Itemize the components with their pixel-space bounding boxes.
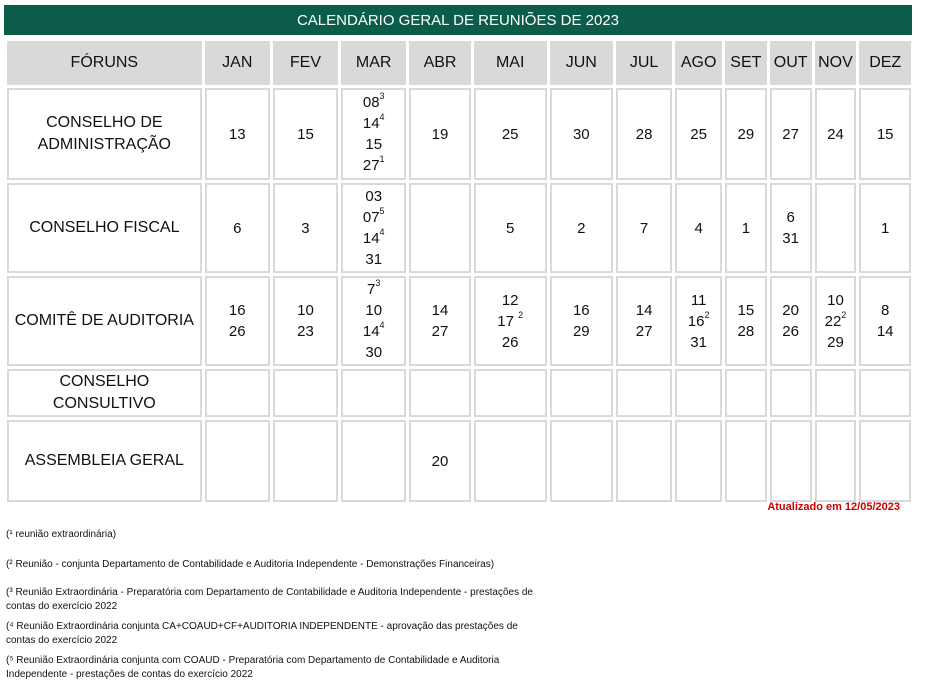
meeting-cell <box>815 88 857 180</box>
meeting-day <box>677 290 720 311</box>
meeting-day <box>343 279 404 300</box>
meeting-day <box>343 92 404 113</box>
month-header: MAI <box>474 41 547 85</box>
meeting-cell <box>815 369 857 417</box>
day-number: 14 <box>431 302 449 319</box>
meeting-cell <box>616 88 672 180</box>
day-number: 27 <box>635 323 653 340</box>
day-number: 10 <box>297 302 314 319</box>
day-number: 15 <box>737 302 755 319</box>
day-number: 16 <box>687 312 705 330</box>
meeting-cell <box>409 88 470 180</box>
footnote-ref: 4 <box>379 227 385 237</box>
meeting-day <box>275 124 336 145</box>
meeting-day <box>618 321 670 342</box>
month-header: JUL <box>616 41 672 85</box>
forum-name-line: CONSELHO CONSULTIVO <box>52 373 156 412</box>
forum-row <box>7 183 911 273</box>
month-header: OUT <box>770 41 812 85</box>
meeting-day <box>343 113 404 134</box>
forum-name-line: COMITÊ DE AUDITORIA <box>14 312 194 329</box>
meeting-cell <box>273 88 338 180</box>
meeting-cell <box>770 369 812 417</box>
meeting-day <box>275 321 336 342</box>
footnote-1: (¹ reunião extraordinária) <box>6 529 117 540</box>
meeting-cell <box>675 420 722 502</box>
meeting-day <box>207 218 268 239</box>
meeting-day <box>677 218 720 239</box>
forum-name <box>7 88 202 180</box>
meeting-cell <box>815 276 857 366</box>
meeting-day <box>861 300 909 321</box>
day-number: 14 <box>362 115 380 132</box>
month-header: AGO <box>675 41 722 85</box>
meeting-cell <box>273 276 338 366</box>
day-number: 07 <box>362 209 380 226</box>
day-number: 15 <box>365 136 383 153</box>
month-header: ABR <box>409 41 470 85</box>
meeting-day <box>476 290 545 311</box>
day-number: 17 <box>497 312 519 330</box>
meeting-day <box>817 311 855 332</box>
meeting-day <box>207 321 268 342</box>
day-number: 28 <box>635 125 653 143</box>
meeting-cell <box>205 88 270 180</box>
forum-name <box>7 369 202 417</box>
meeting-cell <box>474 369 547 417</box>
footnote-ref: 4 <box>379 112 385 122</box>
month-header: SET <box>725 41 767 85</box>
meeting-cell <box>725 183 767 273</box>
meeting-cell <box>205 369 270 417</box>
forum-name <box>7 420 202 502</box>
meetings-table <box>4 38 914 505</box>
footnote-ref: 5 <box>379 206 385 216</box>
meeting-cell <box>859 369 911 417</box>
meeting-day <box>618 124 670 145</box>
day-number: 30 <box>572 125 590 143</box>
meeting-day <box>677 332 720 353</box>
day-number: 14 <box>876 323 894 340</box>
day-number: 8 <box>881 302 890 319</box>
meeting-cell <box>409 420 470 502</box>
footnote-4: (⁴ Reunião Extraordinária conjunta CA+COAUD+CF+AUDITORIA INDEPENDENTE - aprovação das prestações de contas do exercício 2022 <box>6 621 518 646</box>
meeting-day <box>618 218 670 239</box>
day-number: 26 <box>782 323 799 340</box>
calendar-title: CALENDÁRIO GERAL DE REUNIÕES DE 2023 <box>4 5 912 35</box>
meeting-cell <box>341 369 406 417</box>
meeting-day <box>727 300 765 321</box>
forum-name-line: ADMINISTRAÇÃO <box>37 136 171 153</box>
meeting-cell <box>409 276 470 366</box>
day-number: 14 <box>635 302 653 319</box>
meeting-cell <box>474 88 547 180</box>
meeting-day <box>861 218 909 239</box>
forum-name-line: CONSELHO DE <box>46 114 163 131</box>
meeting-cell <box>474 276 547 366</box>
day-number: 7 <box>367 281 376 298</box>
forum-name-line: ASSEMBLEIA GERAL <box>24 452 184 469</box>
meeting-day <box>476 124 545 145</box>
day-number: 08 <box>362 94 380 111</box>
day-number: 24 <box>827 125 844 143</box>
meeting-day <box>343 186 404 207</box>
meeting-day <box>861 321 909 342</box>
meeting-cell <box>725 88 767 180</box>
forum-row <box>7 276 911 366</box>
updated-date: Atualizado em 12/05/2023 <box>767 501 900 513</box>
meeting-cell <box>474 420 547 502</box>
meeting-day <box>772 207 810 228</box>
meeting-day <box>772 300 810 321</box>
day-number: 1 <box>881 219 890 237</box>
day-number: 30 <box>365 344 383 361</box>
meeting-day <box>727 124 765 145</box>
day-number: 13 <box>228 125 246 143</box>
day-number: 4 <box>694 219 703 237</box>
meeting-cell <box>341 420 406 502</box>
day-number: 27 <box>782 125 799 143</box>
meeting-day <box>552 124 611 145</box>
meeting-cell <box>815 420 857 502</box>
meeting-cell <box>616 369 672 417</box>
month-header: DEZ <box>859 41 911 85</box>
day-number: 27 <box>431 323 449 340</box>
day-number: 1 <box>741 219 751 237</box>
meeting-cell <box>205 420 270 502</box>
day-number: 25 <box>690 125 707 143</box>
meeting-cell <box>474 183 547 273</box>
meeting-cell <box>859 420 911 502</box>
day-number: 14 <box>362 230 380 247</box>
meeting-cell <box>616 183 672 273</box>
meeting-cell <box>616 276 672 366</box>
meeting-cell <box>770 420 812 502</box>
footnote-ref: 4 <box>379 320 385 330</box>
meeting-cell <box>341 276 406 366</box>
day-number: 10 <box>827 291 844 309</box>
meeting-cell <box>409 369 470 417</box>
meeting-cell <box>550 369 613 417</box>
day-number: 3 <box>301 219 310 237</box>
meeting-cell <box>859 88 911 180</box>
day-number: 31 <box>782 230 799 247</box>
meeting-day <box>817 124 855 145</box>
month-header: FEV <box>273 41 338 85</box>
day-number: 15 <box>876 125 894 143</box>
day-number: 26 <box>501 333 519 351</box>
meeting-day <box>772 228 810 249</box>
day-number: 23 <box>297 323 314 340</box>
day-number: 16 <box>228 302 246 319</box>
day-number: 29 <box>827 333 844 351</box>
meeting-cell <box>341 183 406 273</box>
day-number: 29 <box>572 323 590 340</box>
meeting-cell <box>273 369 338 417</box>
meeting-day <box>411 451 468 472</box>
meeting-day <box>677 124 720 145</box>
meeting-cell <box>770 276 812 366</box>
meeting-cell <box>859 183 911 273</box>
day-number: 29 <box>737 125 755 143</box>
footnote-ref: 2 <box>518 309 524 320</box>
meeting-cell <box>205 183 270 273</box>
day-number: 16 <box>572 302 590 319</box>
meeting-day <box>772 124 810 145</box>
day-number: 10 <box>365 302 383 319</box>
header-row <box>7 41 911 85</box>
meeting-day <box>275 218 336 239</box>
meeting-cell <box>675 88 722 180</box>
day-number: 26 <box>228 323 246 340</box>
month-header: MAR <box>341 41 406 85</box>
month-header: JAN <box>205 41 270 85</box>
day-number: 12 <box>501 291 519 309</box>
meeting-cell <box>205 276 270 366</box>
forum-row <box>7 369 911 417</box>
meeting-cell <box>616 420 672 502</box>
meeting-cell <box>770 183 812 273</box>
footnote-3: (³ Reunião Extraordinária - Preparatória com Departamento de Contabilidade e Auditoria Independente - prestações de contas do exercício 2022 <box>6 587 533 612</box>
footnote-ref: 2 <box>704 309 710 320</box>
meeting-cell <box>675 369 722 417</box>
meeting-cell <box>409 183 470 273</box>
meeting-cell <box>815 183 857 273</box>
meeting-day <box>343 321 404 342</box>
meeting-cell <box>273 183 338 273</box>
month-header: NOV <box>815 41 857 85</box>
meeting-day <box>343 155 404 176</box>
day-number: 5 <box>506 219 515 237</box>
day-number: 31 <box>365 251 383 268</box>
day-number: 25 <box>501 125 519 143</box>
footnote-ref: 1 <box>379 154 385 164</box>
forum-row <box>7 420 911 502</box>
day-number: 15 <box>297 125 314 143</box>
meeting-cell <box>341 88 406 180</box>
day-number: 7 <box>639 219 649 237</box>
meeting-day <box>275 300 336 321</box>
footnote-ref: 3 <box>375 278 381 288</box>
meeting-day <box>817 290 855 311</box>
day-number: 03 <box>365 188 383 205</box>
meeting-day <box>411 124 468 145</box>
meeting-cell <box>273 420 338 502</box>
footnotes <box>6 528 546 682</box>
meeting-day <box>772 321 810 342</box>
meeting-cell <box>550 420 613 502</box>
meeting-day <box>817 332 855 353</box>
meeting-day <box>343 228 404 249</box>
meeting-day <box>343 300 404 321</box>
meeting-cell <box>550 276 613 366</box>
day-number: 2 <box>577 219 586 237</box>
day-number: 28 <box>737 323 755 340</box>
footnote-5: (⁵ Reunião Extraordinária conjunta com COAUD - Preparatória com Departamento de Contabilidade e Auditoria Independente - prestações de contas do exercício 2022 <box>6 655 500 680</box>
meeting-cell <box>725 276 767 366</box>
meeting-cell <box>675 276 722 366</box>
meeting-day <box>552 300 611 321</box>
meeting-day <box>552 218 611 239</box>
meeting-day <box>476 311 545 332</box>
meeting-day <box>618 300 670 321</box>
day-number: 22 <box>824 312 842 330</box>
meeting-cell <box>550 88 613 180</box>
forum-name <box>7 276 202 366</box>
meeting-day <box>727 321 765 342</box>
meeting-day <box>343 207 404 228</box>
meeting-cell <box>675 183 722 273</box>
meeting-cell <box>725 420 767 502</box>
meeting-day <box>727 218 765 239</box>
meeting-cell <box>770 88 812 180</box>
meeting-day <box>207 300 268 321</box>
month-header: JUN <box>550 41 613 85</box>
meeting-day <box>476 218 545 239</box>
day-number: 27 <box>362 157 380 174</box>
meeting-day <box>476 332 545 353</box>
meeting-day <box>343 249 404 270</box>
footnote-ref: 2 <box>841 309 847 320</box>
day-number: 11 <box>690 291 707 309</box>
meeting-cell <box>859 276 911 366</box>
day-number: 6 <box>233 219 242 237</box>
meeting-day <box>411 300 468 321</box>
forum-name <box>7 183 202 273</box>
day-number: 14 <box>362 323 380 340</box>
forum-row <box>7 88 911 180</box>
footnote-ref: 3 <box>379 91 385 101</box>
meeting-day <box>861 124 909 145</box>
day-number: 6 <box>786 209 795 226</box>
meeting-day <box>677 311 720 332</box>
footnote-2: (² Reunião - conjunta Departamento de Contabilidade e Auditoria Independente - Demonstrações Financeiras) <box>6 559 495 570</box>
meeting-day <box>207 124 268 145</box>
meeting-day <box>411 321 468 342</box>
forums-header: FÓRUNS <box>7 41 202 85</box>
meeting-day <box>343 134 404 155</box>
meeting-cell <box>725 369 767 417</box>
day-number: 20 <box>782 302 799 319</box>
day-number: 20 <box>431 452 449 470</box>
day-number: 31 <box>690 333 707 351</box>
meeting-day <box>343 342 404 363</box>
day-number: 19 <box>431 125 449 143</box>
forum-name-line: CONSELHO FISCAL <box>29 219 180 236</box>
meeting-cell <box>550 183 613 273</box>
meeting-day <box>552 321 611 342</box>
